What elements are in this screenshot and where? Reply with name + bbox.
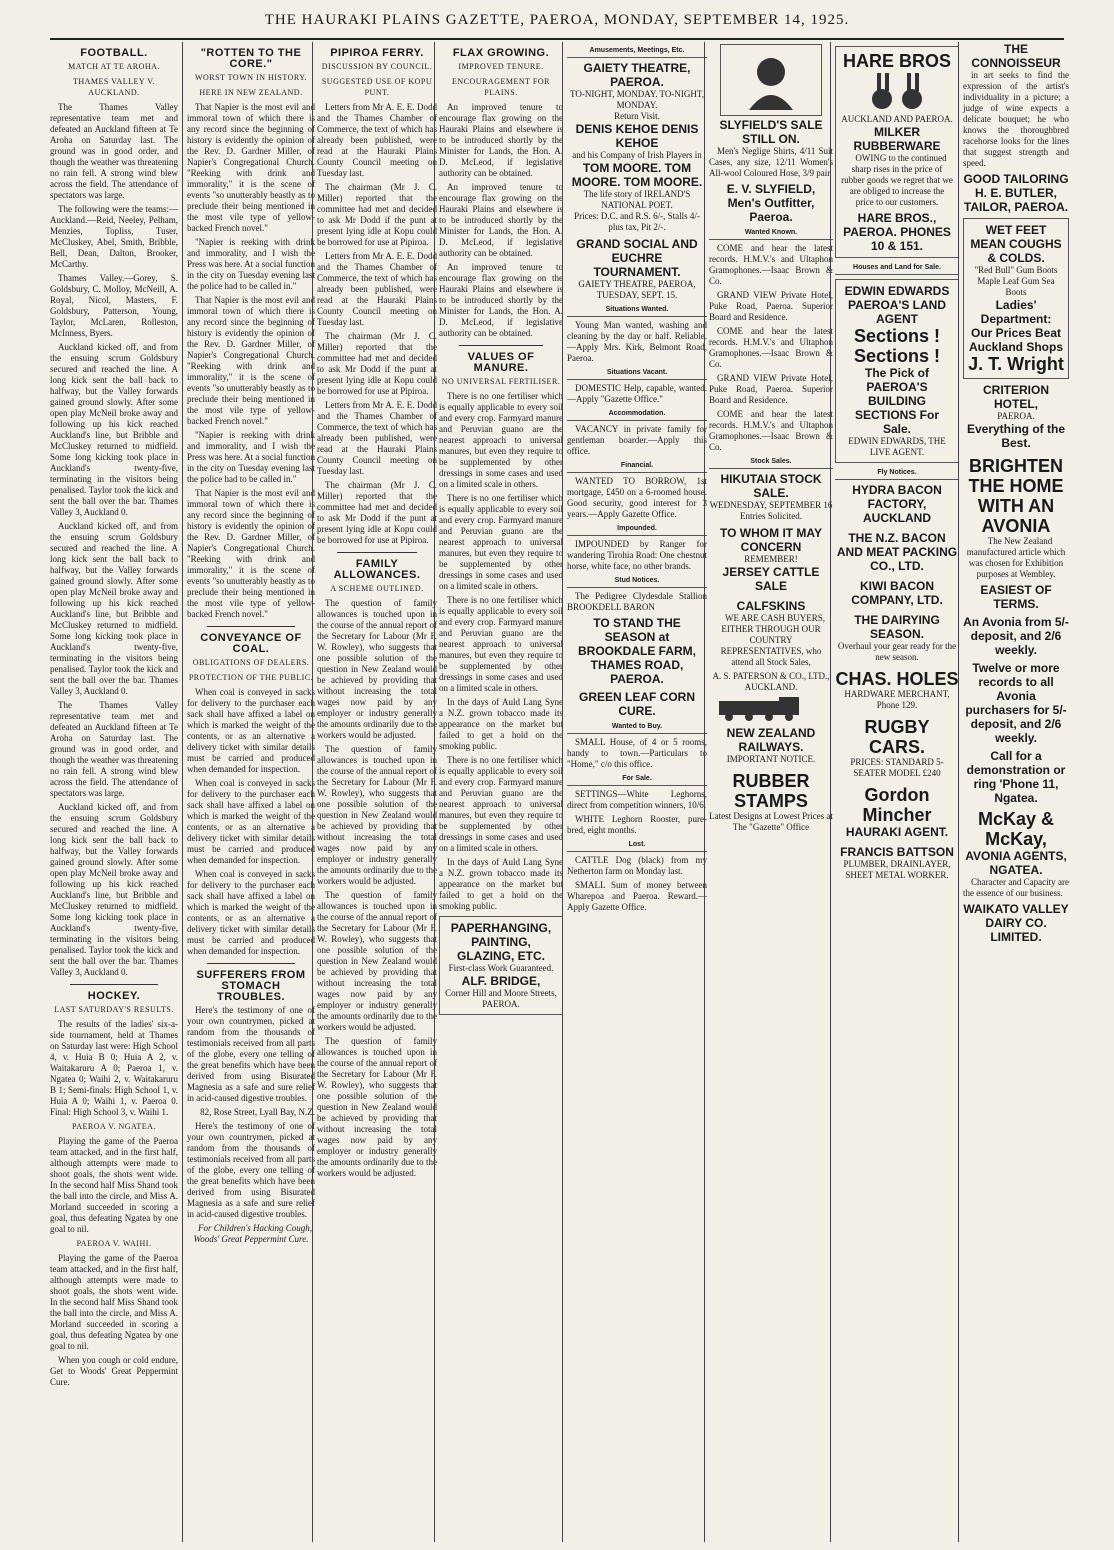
manure-subtitle: NO UNIVERSAL FERTILISER.	[441, 377, 561, 386]
ladies: Ladies' Department:	[980, 298, 1052, 326]
poem: When you cough or cold endure, Get to Woods' Great Peppermint Cure.	[50, 1355, 178, 1387]
theatre-title: GAIETY THEATRE, PAEROA.	[583, 61, 691, 89]
football-para: The Thames Valley representative team met and defeated an Auckland fifteen at Te Aroha on Saturday last. The ground was in good order, and though the weather was threatening no rain fell. A strong wind blew across the field. The attendance of spectators was large.	[50, 102, 178, 200]
divider	[207, 963, 295, 964]
manure-para: There is no one fertiliser which is equally applicable to every soil and every crop. Farmyard manure and Peruvian guano are the nearest approach to universal manures, but even they require to be supplemented by other dressings in some cases and used on a limited scale in others.	[439, 493, 563, 591]
classified: VACANCY in private family for gentleman boarder.—Apply this office.	[567, 424, 707, 456]
section-header: Amusements, Meetings, Etc.	[567, 45, 707, 58]
flax-heading: ENCOURAGEMENT FOR PLAINS.	[452, 77, 550, 97]
family-title: FAMILY ALLOWANCES.	[333, 558, 421, 581]
ferry-para: The chairman (Mr J. C. Miller) reported that the committee had met and decided to ask Mr Dodd if the punt at present lying idle at Kopu could be borrowed for use at Pipiroa.	[317, 331, 437, 396]
slyfield-title: SLYFIELD'S SALE STILL ON.	[719, 118, 823, 146]
family-para: The question of family allowances is touched upon in the course of the annual report of the Secretary for Labour (Mr F. W. Rowley), who suggests that one possible solution of the question in New Zealand would be achieved by providing that without increasing the total wages now paid by any employer or industry generally the amounts ordinarily due to the workers would be adjusted.	[317, 1036, 437, 1178]
hare-sub: AUCKLAND AND PAEROA.	[841, 114, 953, 124]
section-header: For Sale.	[567, 773, 707, 786]
avonia-deposit: An Avonia from 5/- deposit, and 2/6 weekly.	[963, 615, 1069, 657]
football-para: The Thames Valley representative team met and defeated an Auckland fifteen at Te Aroha on Saturday last. The ground was in good order, and though the weather was threatening no rain fell. A strong wind blew across the field. The attendance of spectators was large.	[50, 700, 178, 798]
ferry-title: PIPIROA FERRY.	[330, 47, 424, 59]
ferry-heading: SUGGESTED USE OF KOPU PUNT.	[321, 77, 433, 97]
hare-title: HARE BROS	[842, 51, 951, 71]
napier-para: That Napier is the most evil and immoral town of which there is any record since the beginning of history is evidently the opinion of the Rev. D. Gardner Miller, of Napier's Congregational Church. "Reeking with drink and immorality," it is the scene of events "so unutterably beastly as to preclude their being mentioned in the most vile type of yellow-backed French novel."	[187, 102, 315, 233]
section-header: Stock Sales.	[709, 456, 833, 469]
footer-note: For Children's Hacking Cough, Woods' Great Peppermint Cure.	[193, 1223, 313, 1244]
section-header: Fly Notices.	[835, 467, 959, 480]
classified: CATTLE Dog (black) from my Netherton farm on Monday last.	[567, 855, 707, 876]
classified: DOMESTIC Help, capable, wanted.—Apply "Gazette Office."	[567, 383, 707, 404]
hikutaia-sale: HIKUTAIA STOCK SALE.	[720, 472, 822, 500]
manure-title: VALUES OF MANURE.	[467, 351, 535, 374]
section-header: Houses and Land for Sale.	[835, 262, 959, 275]
ad-address: Corner Hill and Moore Streets, PAEROA.	[445, 988, 557, 1009]
ferry-para: The chairman (Mr J. C. Miller) reported that the committee had met and decided to ask Mr Dodd if the punt at present lying idle at Kopu could be borrowed for use at Pipiroa.	[317, 480, 437, 545]
pick: The Pick of PAEROA'S BUILDING SECTIONS For Sale.	[854, 366, 939, 436]
ad-name: ALF. BRIDGE,	[461, 974, 541, 988]
masthead: THE HAURAKI PLAINS GAZETTE, PAEROA, MONDAY, SEPTEMBER 14, 1925.	[264, 12, 850, 28]
tailoring: GOOD TAILORING	[963, 172, 1069, 186]
tobacco-para: In the days of Auld Lang Syne a N.Z. grown tobacco made its appearance on the market but failed to get a hold on the smoking public.	[439, 857, 563, 911]
easiest-terms: EASIEST OF TERMS.	[980, 583, 1052, 611]
divider	[337, 552, 417, 553]
sufferers-para: Here's the testimony of one of your own countrymen, picked at random from the thousands of testimonials received from all parts of the globe, every one telling of the great benefits which have been derived from using Bisurated Magnesia as a safe and sure relief in acid-caused digestive troubles.	[187, 1121, 315, 1219]
stand-season: TO STAND THE SEASON at BROOKDALE FARM, THAMES ROAD, PAEROA.	[578, 616, 696, 686]
family-para: The question of family allowances is touched upon in the course of the annual report of the Secretary for Labour (Mr F. W. Rowley), who suggests that one possible solution of the question in New Zealand would be achieved by providing that without increasing the total wages now paid by any employer or industry generally the amounts ordinarily due to the workers would be adjusted.	[317, 598, 437, 740]
hockey-para-2: Playing the game of the Paeroa team attacked, and in the first half, although attempts were made to shoot goals, the shots went wide. In the second half Miss Shand took the ball into the circle, and Miss A. Morland succeeded in scoring a goal, thus defeating Ngatea by one goal to nil.	[50, 1136, 178, 1234]
hare-ad	[835, 46, 959, 258]
section-header: Financial.	[567, 460, 707, 473]
paperhanging-ad	[439, 916, 563, 1015]
coal-para: When coal is conveyed in sacks for delivery to the purchaser each sack shall have affixed a label on which is marked the weight of the contents, or as an alternative a delivery ticket with similar details must be carried and produced when demanded for inspection.	[187, 778, 315, 865]
classified: COME and hear the latest records. H.M.V.'s and Ultaphon Gramophones.—Isaac Brown & Co.	[709, 326, 833, 369]
classified: WHITE Leghorn Rooster, pure-bred, eight months.	[567, 814, 707, 835]
sale-date: WEDNESDAY, SEPTEMBER 16	[709, 500, 833, 510]
kiwi-bacon: KIWI BACON COMPANY, LTD.	[851, 579, 943, 607]
sufferers-title: SUFFERERS FROM STOMACH TROUBLES.	[196, 969, 306, 1003]
section-header: Lost.	[567, 839, 707, 852]
football-subtitle: MATCH AT TE AROHA.	[68, 62, 160, 71]
criterion-sub: PAEROA.	[997, 411, 1035, 421]
edwin-ad	[835, 279, 959, 463]
flax-para: An improved tenure to encourage flax growing on the Hauraki Plains and elsewhere is to be introduced shortly by the Minister for Lands, the Hon. A. D. McLeod, if legislative authority can be obtained.	[439, 262, 563, 338]
nz-bacon: THE N.Z. BACON AND MEAT PACKING CO., LTD.	[836, 531, 958, 573]
battson-sub: PLUMBER, DRAINLAYER, SHEET METAL WORKER.	[843, 859, 951, 880]
grand-social-2: GAIETY THEATRE, PAEROA, TUESDAY, SEPT. 15.	[578, 279, 696, 300]
wet-feet: WET FEET MEAN COUGHS & COLDS.	[970, 223, 1062, 265]
overhaul: Overhaul your gear ready for the new season.	[837, 641, 957, 662]
kehoe: DENIS KEHOE DENIS KEHOE	[575, 122, 699, 150]
section-header: Impounded.	[567, 523, 707, 536]
holes-sub: HARDWARE MERCHANT, Phone 129.	[844, 689, 950, 710]
address: 82, Rose Street, Lyall Bay, N.Z.	[200, 1107, 315, 1117]
tonight: TO-NIGHT, MONDAY. TO-NIGHT, MONDAY.	[570, 89, 704, 110]
our-prices: Our Prices Beat Auckland Shops	[968, 326, 1063, 354]
napier-para: That Napier is the most evil and immoral town of which there is any record since the beginning of history is evidently the opinion of the Rev. D. Gardner Miller, of Napier's Congregational Church. "Reeking with drink and immorality," it is the scene of events "so unutterably beastly as to preclude their being mentioned in the most vile type of yellow-backed French novel."	[187, 488, 315, 619]
demo: Call for a demonstration or ring 'Phone 11, Ngatea.	[966, 749, 1066, 805]
napier-para: That Napier is the most evil and immoral town of which there is any record since the beginning of history is evidently the opinion of the Rev. D. Gardner Miller, of Napier's Congregational Church. "Reeking with drink and immorality," it is the scene of events "so unutterably beastly as to preclude their being mentioned in the most vile type of yellow-backed French novel."	[187, 295, 315, 426]
ad-line: First-class Work Guaranteed.	[448, 963, 554, 973]
criterion: CRITERION HOTEL,	[983, 383, 1049, 411]
portrait-icon	[741, 50, 801, 110]
notice: IMPORTANT NOTICE.	[726, 754, 816, 764]
brighten: BRIGHTEN THE HOME WITH AN AVONIA	[968, 456, 1064, 536]
nz-made: The New Zealand manufactured article which was chosen for Exhibition purposes at Wembley.	[966, 536, 1066, 579]
mckay-sub: AVONIA AGENTS, NGATEA.	[965, 849, 1067, 877]
hockey-subtitle-3: PAEROA V. WAIHI.	[76, 1239, 152, 1248]
section-header: Wanted to Buy.	[567, 721, 707, 734]
life-story: The life story of IRELAND'S NATIONAL POET.	[583, 189, 691, 210]
classified: WANTED TO BORROW, 1st mortgage, £450 on a 6-roomed house. Good security, good interest for 3 years.—Apply Gazette Office.	[567, 476, 707, 519]
mckay: McKay & McKay,	[977, 809, 1055, 849]
wet-feet-ad	[963, 218, 1069, 379]
flax-title: FLAX GROWING.	[452, 47, 550, 59]
sufferers-para: Here's the testimony of one of your own countrymen, picked at random from the thousands of testimonials received from all parts of the globe, every one telling of the great benefits which have been derived from using Bisurated Magnesia as a safe and sure relief in acid-caused digestive troubles.	[187, 1005, 315, 1103]
slyfield-name: E. V. SLYFIELD, Men's Outfitter, Paeroa.	[726, 182, 816, 224]
family-para: The question of family allowances is touched upon in the course of the annual report of the Secretary for Labour (Mr F. W. Rowley), who suggests that one possible solution of the question in New Zealand would be achieved by providing that without increasing the total wages now paid by any employer or industry generally the amounts ordinarily due to the workers would be adjusted.	[317, 744, 437, 886]
hauraki-agent: HAURAKI AGENT.	[845, 825, 949, 839]
ad-title: PAPERHANGING, PAINTING, GLAZING, ETC.	[450, 921, 552, 963]
rugby-cars: RUGBY CARS.	[864, 717, 930, 757]
column-napier	[182, 42, 319, 1542]
owing-para: OWING to the continued sharp rises in the price of rubber goods we regret that we are obliged to increase the price to our customers.	[841, 153, 953, 207]
concern: TO WHOM IT MAY CONCERN	[720, 526, 822, 554]
hockey-para: The results of the ladies' six-a-side tournament, held at Thames on Saturday last were: High School 4, v. Huia B 0; Huia A 2, v. Waitakaruru A 0; Paeroa 1, v. Ngatea 0; Waihi 2, v. Waitakaruru B 1; Semi-finals: High School 1, v. Huia A 0; Waihi 1, v. Paeroa 0. Final: High School 3, v. Waihi 1.	[50, 1019, 178, 1117]
company: and his Company of Irish Players in	[572, 150, 702, 160]
coal-para: When coal is conveyed in sacks for delivery to the purchaser each sack shall have affixed a label on which is marked the weight of the contents, or as an alternative a delivery ticket with similar details must be carried and produced when demanded for inspection.	[187, 869, 315, 956]
paterson: A. S. PATERSON & CO., LTD., AUCKLAND.	[712, 671, 830, 692]
ferry-para: Letters from Mr A. E. E. Dodd and the Thames Chamber of Commerce, the text of which has already been published, were read at the Hauraki Plains County Council meeting on Tuesday last.	[317, 102, 437, 178]
football-para: Auckland kicked off, and from the ensuing scrum Goldsbury secured and reached the line. A long kick sent the ball back to halfway, but the Valley forwards gained ground slowly. After some open play McNeil broke away and following up his kick reached Auckland's line, but Bribble and McCluskey returned to midfield. Some long kicking took place in Auckland's twenty-five, terminating in the visitors being penalised. Taylor took the kick and sent the ball over the bar. Thames Valley 3, Auckland 0.	[50, 521, 178, 696]
everything: Everything of the Best.	[966, 422, 1065, 450]
coal-para: When coal is conveyed in sacks for delivery to the purchaser each sack shall have affixed a label on which is marked the weight of the contents, or as an alternative a delivery ticket with similar details must be carried and produced when demanded for inspection.	[187, 687, 315, 774]
napier-title: "ROTTEN TO THE CORE."	[200, 47, 302, 70]
classified: The Pedigree Clydesdale Stallion BROOKDELL BARON	[567, 591, 707, 612]
classified: SMALL Sum of money between Wharepoa and Paeroa. Reward.—Apply Gazette Office.	[567, 880, 707, 912]
football-para: Auckland kicked off, and from the ensuing scrum Goldsbury secured and reached the line. A long kick sent the ball back to halfway, but the Valley forwards gained ground slowly. After some open play McNeil broke away and following up his kick reached Auckland's line, but Bribble and McCluskey returned to midfield. Some long kicking took place in Auckland's twenty-five, terminating in the visitors being penalised. Taylor took the kick and sent the ball over the bar. Thames Valley 3, Auckland 0.	[50, 342, 178, 517]
flax-para: An improved tenure to encourage flax growing on the Hauraki Plains and elsewhere is to be introduced shortly by the Minister for Lands, the Hon. A. D. McLeod, if legislative authority can be obtained.	[439, 102, 563, 178]
tobacco-para: There is no one fertiliser which is equally applicable to every soil and every crop. Farmyard manure and Peruvian guano are the nearest approach to universal manures, but even they require to be supplemented by other dressings in some cases and used on a limited scale in others.	[439, 755, 563, 853]
ferry-para: Letters from Mr A. E. E. Dodd and the Thames Chamber of Commerce, the text of which has already been published, were read at the Hauraki Plains County Council meeting on Tuesday last.	[317, 400, 437, 476]
connoisseur-para: in art seeks to find the expression of the artist's individuality in a picture; a judge of wine expects a delicate bouquet; he who knows the thoroughbred racehorse looks for the lines that suggest strength and speed.	[963, 70, 1069, 168]
family-para: The question of family allowances is touched upon in the course of the annual report of the Secretary for Labour (Mr F. W. Rowley), who suggests that one possible solution of the question in New Zealand would be achieved by providing that without increasing the total wages now paid by any employer or industry generally the amounts ordinarily due to the workers would be adjusted.	[317, 890, 437, 1032]
red-bull: "Red Bull" Gum Boots Maple Leaf Gum Sea Boots	[974, 265, 1058, 297]
grand-social: GRAND SOCIAL AND EUCHRE TOURNAMENT.	[576, 237, 698, 279]
classified: COME and hear the latest records. H.M.V.'s and Ultaphon Gramophones.—Isaac Brown & Co.	[709, 409, 833, 452]
football-title: FOOTBALL.	[80, 47, 148, 59]
napier-heading: HERE IN NEW ZEALAND.	[199, 88, 303, 97]
section-header: Situations Wanted.	[567, 304, 707, 317]
prices: Prices: D.C. and R.S. 6/-, Stalls 4/- plus tax, Pit 2/-.	[574, 211, 700, 232]
classified: COME and hear the latest records. H.M.V.'s and Ultaphon Gramophones.—Isaac Brown & Co.	[709, 243, 833, 286]
dairying: THE DAIRYING SEASON.	[854, 613, 940, 641]
manure-para: There is no one fertiliser which is equally applicable to every soil and every crop. Farmyard manure and Peruvian guano are the nearest approach to universal manures, but even they require to be supplemented by other dressings in some cases and used on a limited scale in others.	[439, 595, 563, 693]
column-hare	[830, 42, 963, 1542]
butler: H. E. BUTLER, TAILOR, PAEROA.	[963, 186, 1069, 214]
football-para: Thames Valley.—Gorey, S. Goldsbury, C. Molloy, McNeill, A. Royal, Nicol, Masters, F. Goldsbury, Patterson, Young, Taylor, McLaren, Rolleston, McInness, Byers.	[50, 273, 178, 338]
classified: GRAND VIEW Private Hotel, Puke Road, Paeroa. Superior Board and Residence.	[709, 373, 833, 405]
classified: SMALL House, of 4 or 5 rooms, handy to town.—Particulars to "Home," c/o this office.	[567, 737, 707, 769]
wright: J. T. Wright	[968, 354, 1064, 374]
masthead-rule	[50, 38, 1064, 40]
family-subtitle: A SCHEME OUTLINED.	[330, 584, 424, 593]
coal-title: CONVEYANCE OF COAL.	[200, 632, 302, 655]
railways: NEW ZEALAND RAILWAYS.	[726, 726, 816, 754]
hockey-subtitle: LAST SATURDAY'S RESULTS.	[54, 1005, 174, 1014]
flax-para: An improved tenure to encourage flax growing on the Hauraki Plains and elsewhere is to be introduced shortly by the Minister for Lands, the Hon. A. D. McLeod, if legislative authority can be obtained.	[439, 182, 563, 258]
column-flax	[434, 42, 567, 1542]
return-visit: Return Visit.	[614, 111, 660, 121]
connoisseur-title: THE CONNOISSEUR	[971, 42, 1061, 70]
section-header: Wanted Known.	[709, 227, 833, 240]
classified: GRAND VIEW Private Hotel, Puke Road, Paeroa. Superior Board and Residence.	[709, 290, 833, 322]
waikato: WAIKATO VALLEY DAIRY CO. LIMITED.	[963, 902, 1069, 944]
character: Character and Capacity are the essence of our business.	[963, 877, 1069, 898]
flax-subtitle: IMPROVED TENURE.	[458, 62, 544, 71]
classified: IMPOUNDED by Ranger for wandering Tirohia Road: One chestnut horse, white face, no other brands.	[567, 539, 707, 571]
hydra: HYDRA BACON FACTORY, AUCKLAND	[852, 483, 942, 525]
twelve-records: Twelve or more records to all Avonia purchasers for 5/- deposit, and 2/6 weekly.	[965, 661, 1067, 745]
classified: SETTINGS—White Leghorns, direct from competition winners, 10/6.	[567, 789, 707, 810]
column-slyfield	[704, 42, 837, 1542]
calfskins: CALFSKINS	[736, 599, 806, 613]
section-header: Situations Vacant.	[567, 367, 707, 380]
hockey-title: HOCKEY.	[87, 990, 141, 1002]
column-ferry	[312, 42, 441, 1542]
edwin-name: EDWIN EDWARDS, THE LIVE AGENT.	[848, 436, 946, 457]
remember: REMEMBER!	[744, 554, 798, 564]
hockey-para-3: Playing the game of the Paeroa team attacked, and in the first half, although attempts were made to shoot goals, the shots went wide. In the second half Miss Shand took the ball into the circle, and Miss A. Morland succeeded in scoring a goal, thus defeating Ngatea by one goal to nil.	[50, 1253, 178, 1351]
napier-para: "Napier is reeking with drink and immorality, and I wish the Press was here. At a social function in the city on Tuesday evening last the police had to be called in."	[187, 237, 315, 291]
ferry-subtitle: DISCUSSION BY COUNCIL.	[321, 62, 433, 71]
hare-bros: HARE BROS., PAEROA. PHONES 10 & 151.	[843, 211, 951, 253]
manure-para: There is no one fertiliser which is equally applicable to every soil and every crop. Farmyard manure and Peruvian guano are the nearest approach to universal manures, but even they require to be supplemented by other dressings in some cases and used on a limited scale in others.	[439, 391, 563, 489]
gordon: Gordon Mincher	[862, 785, 932, 825]
napier-para: "Napier is reeking with drink and immorality, and I wish the Press was here. At a social function in the city on Tuesday evening last the police had to be called in."	[187, 430, 315, 484]
ferry-para: The chairman (Mr J. C. Miller) reported that the committee had met and decided to ask Mr Dodd if the punt at present lying idle at Kopu could be borrowed for use at Pipiroa.	[317, 182, 437, 247]
rabbit-icon	[857, 71, 937, 111]
battson: FRANCIS BATTSON	[840, 845, 954, 859]
divider	[207, 626, 295, 627]
rubber-stamps-sub: Latest Designs at Lowest Prices at The "Gazette" Office	[709, 811, 833, 832]
portrait-image	[720, 44, 822, 116]
divider	[459, 345, 543, 346]
holes: CHAS. HOLES	[835, 669, 959, 689]
section-header: Stud Notices.	[567, 575, 707, 588]
entries: Entries Solicited.	[740, 511, 802, 521]
coal-heading: PROTECTION OF THE PUBLIC.	[188, 673, 314, 682]
tobacco-para: In the days of Auld Lang Syne a N.Z. grown tobacco made its appearance on the market but failed to get a hold on the smoking public.	[439, 697, 563, 751]
coal-subtitle: OBLIGATIONS OF DEALERS.	[192, 658, 310, 667]
classified: Young Man wanted, washing and cleaning by the day or half. Reliable.—Apply Mrs. Kirk, Belmont Road, Paeroa.	[567, 320, 707, 363]
milker-title: MILKER RUBBERWARE	[853, 125, 941, 153]
slyfield-list: Men's Neglige Shirts, 4/11 Suit Cases, any size, 12/11 Women's All-wool Coloured Hose, 3/9 pair	[709, 146, 833, 178]
rugby-prices: PRICES: STANDARD 5-SEATER MODEL £240	[850, 757, 944, 778]
tom-moore: TOM MOORE. TOM MOORE. TOM MOORE.	[571, 161, 703, 189]
green-leaf: GREEN LEAF CORN CURE.	[578, 690, 695, 718]
jersey: JERSEY CATTLE SALE	[722, 565, 820, 593]
train-icon	[709, 693, 819, 723]
sections: Sections ! Sections !	[853, 326, 941, 366]
rubber-stamps: RUBBER STAMPS	[732, 771, 810, 811]
hockey-subtitle-2: PAEROA V. NGATEA.	[72, 1122, 156, 1131]
divider	[70, 984, 158, 985]
column-amusements	[562, 42, 711, 1542]
football-para: Auckland kicked off, and from the ensuing scrum Goldsbury secured and reached the line. A long kick sent the ball back to halfway, but the Valley forwards gained ground slowly. After some open play McNeil broke away and following up his kick reached Auckland's line, but Bribble and McCluskey returned to midfield. Some long kicking took place in Auckland's twenty-five, terminating in the visitors being penalised. Taylor took the kick and sent the ball over the bar. Thames Valley 3, Auckland 0.	[50, 802, 178, 977]
column-connoisseur	[958, 42, 1073, 1542]
buyers: WE ARE CASH BUYERS, EITHER THROUGH OUR COUNTRY REPRESENTATIVES, who attend all Stock Sales,	[720, 613, 825, 667]
napier-subtitle: WORST TOWN IN HISTORY.	[194, 73, 308, 82]
ferry-para: Letters from Mr A. E. E. Dodd and the Thames Chamber of Commerce, the text of which has already been published, were read at the Hauraki Plains County Council meeting on Tuesday last.	[317, 251, 437, 327]
football-heading: THAMES VALLEY V. AUCKLAND.	[72, 77, 155, 97]
football-para: The following were the teams:— Auckland.—Reid, Neeley, Pelham, Menzies, Topliss, Tuser, McCluskey, Abel, Smith, Bribble, Bell, Dean, Dalton, Brooker, McCarthy.	[50, 204, 178, 269]
section-header: Accommodation.	[567, 408, 707, 421]
edwin-title: EDWIN EDWARDS PAEROA'S LAND AGENT	[844, 284, 950, 326]
column-football	[50, 42, 182, 1542]
